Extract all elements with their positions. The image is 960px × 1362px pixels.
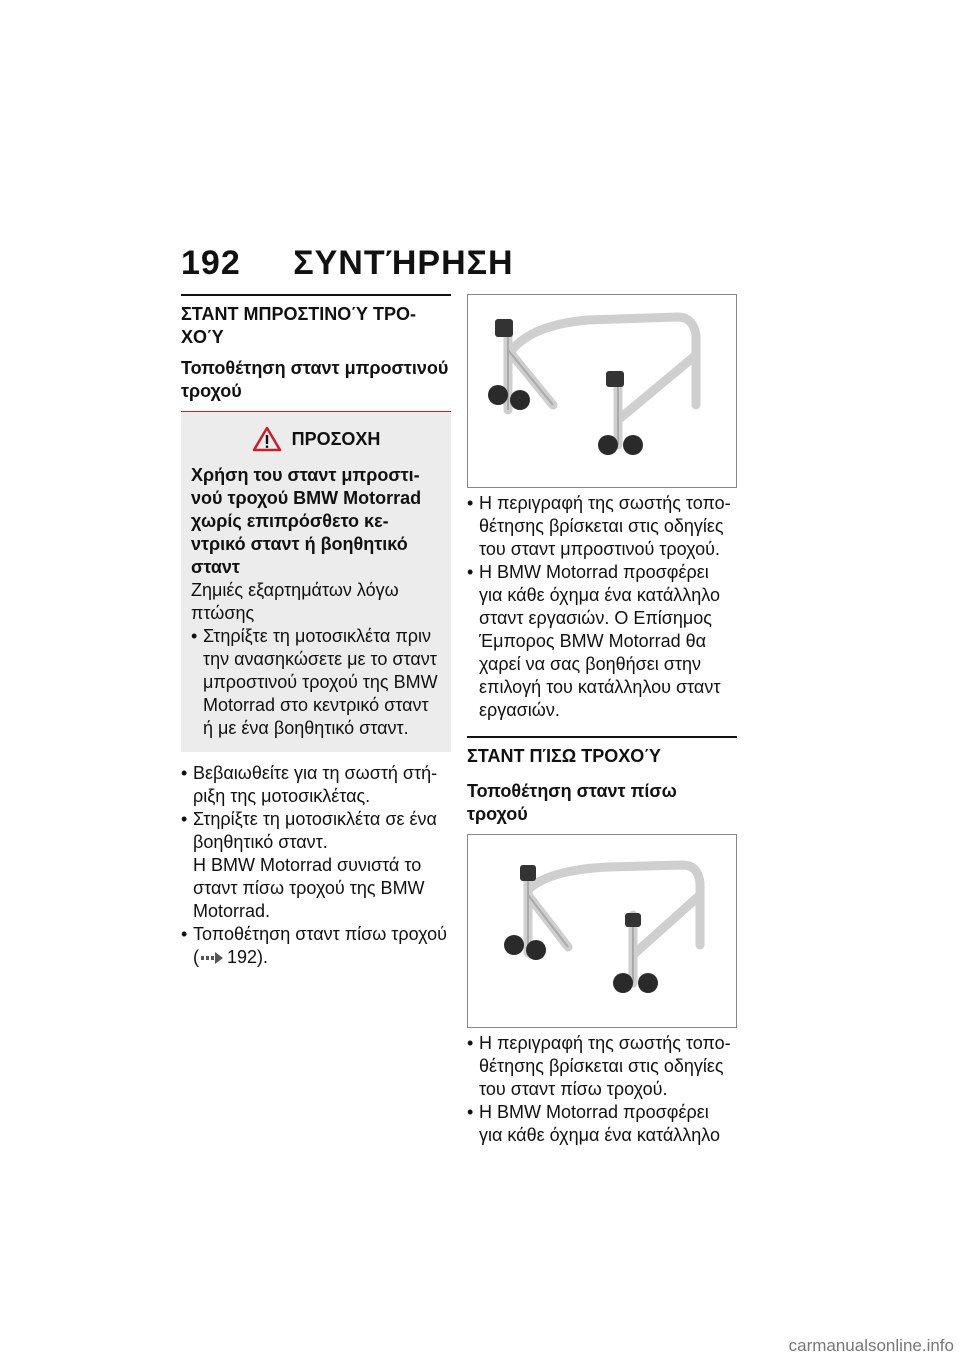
list-item: • Βεβαιωθείτε για τη σωστή στή-ριξη της μοτοσικλέτας. [181, 763, 438, 806]
warning-bullet-text: Στηρίξτε τη μοτοσικλέτα πριν την ανασηκώσετε με το σταντ μπροστινού τροχού της BMW Motorrad στο κεντρικό σταντ ή με ένα βοηθητικό σταντ. [203, 626, 438, 738]
list-item: • Η περιγραφή της σωστής τοπο-θέτησης βρίσκεται στις οδηγίες του σταντ πίσω τροχού. [467, 1033, 731, 1099]
front-wheel-stand-illustration [468, 295, 736, 487]
list-item: • Η περιγραφή της σωστής τοπο-θέτησης βρίσκεται στις οδηγίες του σταντ μπροστινού τροχού. [467, 493, 731, 559]
reference-page-number: 192). [227, 947, 269, 967]
heading-rule [467, 736, 737, 738]
front-stand-figure [467, 294, 737, 488]
page-reference[interactable]: ( 192). [193, 947, 269, 967]
page-number: 192 [181, 244, 241, 282]
warning-bullet: • Στηρίξτε τη μοτοσικλέτα πριν την ανασηκώσετε με το σταντ μπροστινού τροχού της BMW Motorrad στο κεντρικό σταντ ή με ένα βοηθητικό σταντ. [191, 625, 441, 740]
warning-effect: Ζημιές εξαρτημάτων λόγω πτώσης [191, 580, 399, 623]
warning-cause: Χρήση του σταντ μπροστι-νού τροχού BMW Motorrad χωρίς επιπρόσθετο κε-ντρικό σταντ ή βοηθητικό σταντ [191, 465, 422, 577]
rear-wheel-stand-illustration [468, 835, 736, 1027]
rear-stand-subheading: Τοποθέτηση σταντ πίσω τροχού [467, 781, 677, 824]
warning-label: ΠΡΟΣΟΧΗ [291, 428, 381, 449]
right-bottom-bullets [467, 1032, 737, 1147]
watermark-link[interactable]: carmanualsonline.info [788, 1336, 954, 1355]
left-column [181, 294, 451, 969]
heading-rule [181, 294, 451, 296]
warning-box [181, 412, 451, 752]
section-title: ΣΥΝΤΉΡΗΣΗ [293, 244, 514, 282]
warning-triangle-icon [252, 426, 282, 452]
left-bullets [181, 762, 451, 969]
list-item: • Η BMW Motorrad προσφέρει για κάθε όχημα ένα κατάλληλο [467, 1102, 721, 1145]
page-header [181, 244, 514, 283]
recommendation-note: Η BMW Motorrad συνιστά το σταντ πίσω τροχού της BMW Motorrad. [193, 855, 425, 921]
arrow-right-icon [201, 952, 223, 964]
right-column [467, 294, 737, 1147]
list-item: • Τοποθέτηση σταντ πίσω τροχού [181, 924, 447, 944]
warning-header [191, 426, 441, 452]
list-item: • Η BMW Motorrad προσφέρει για κάθε όχημα ένα κατάλληλο σταντ εργασιών. Ο Επίσημος Έμπορος BMW Motorrad θα χαρεί να σας βοηθήσει στην επιλογή του κατάλληλου σταντ εργασιών. [467, 562, 721, 720]
rear-stand-heading: ΣΤΑΝΤ ΠΊΣΩ ΤΡΟΧΟΎ [467, 746, 661, 766]
list-item: • Στηρίξτε τη μοτοσικλέτα σε ένα βοηθητικό σταντ. [181, 809, 437, 852]
right-top-bullets [467, 492, 737, 722]
rear-stand-figure [467, 834, 737, 1028]
front-stand-subheading: Τοποθέτηση σταντ μπροστινού τροχού [181, 358, 449, 401]
front-stand-heading: ΣΤΑΝΤ ΜΠΡΟΣΤΙΝΟΎ ΤΡΟ-ΧΟΎ [181, 304, 416, 347]
